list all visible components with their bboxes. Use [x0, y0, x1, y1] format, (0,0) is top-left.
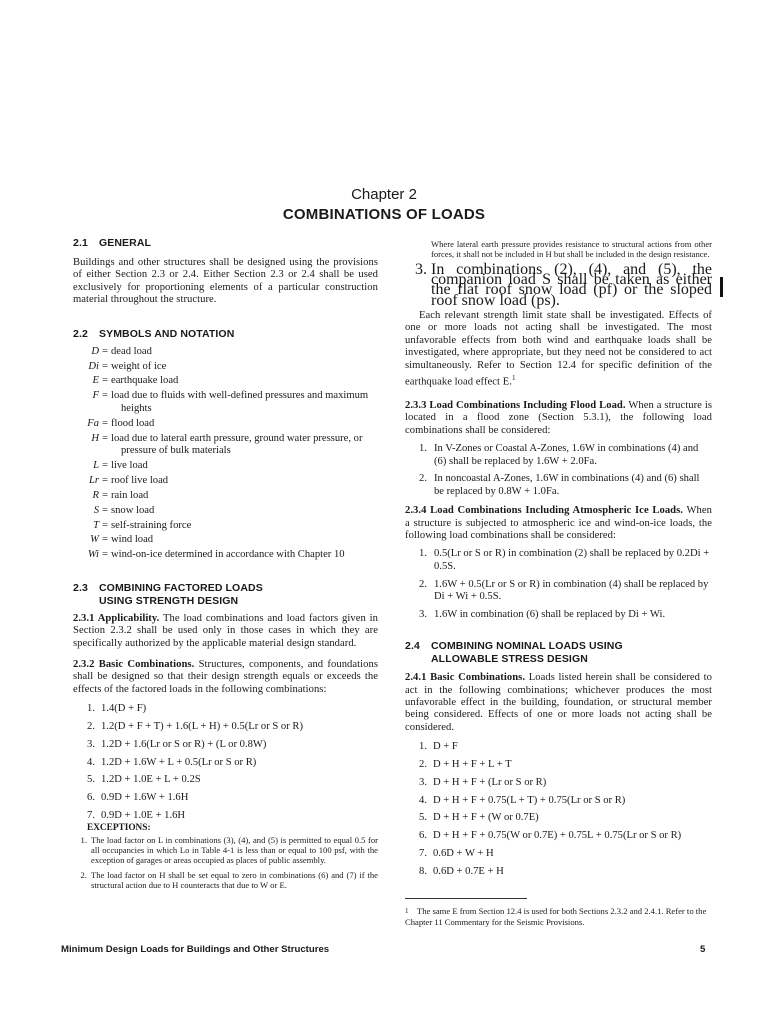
combination-number: 1. [87, 703, 95, 715]
chapter-title: COMBINATIONS OF LOADS [282, 206, 486, 223]
exception-3: 3. In combinations (2), (4), and (5), the companion load S shall be taken as either the flat roof snow load (pf) or the sloped roof snow load (ps). [415, 260, 712, 309]
equals-sign: = [102, 417, 108, 429]
symbol-definition: earthquake load [111, 375, 179, 387]
symbol: D [91, 345, 99, 357]
combination-expression: D + H + F + (Lr or S or R) [433, 776, 547, 788]
symbol-definition: snow load [111, 504, 155, 516]
symbol: T [93, 519, 99, 531]
item-number: 3. [419, 608, 427, 620]
combination-number: 3. [87, 738, 95, 750]
symbol-definition: dead load [111, 345, 152, 357]
numbered-item [405, 473, 712, 498]
combination-number: 4. [87, 756, 95, 768]
combination-number: 6. [419, 830, 427, 842]
combination-row [73, 792, 378, 805]
combination-expression: 1.4(D + F) [101, 703, 147, 715]
equals-sign: = [102, 519, 108, 531]
exception-2-continued: Where lateral earth pressure provides resistance to structural actions from other forces, it shall not be included in H but shall be included in the design resistance. [431, 239, 712, 260]
equals-sign: = [102, 489, 108, 501]
strength-combination-list [73, 703, 378, 822]
symbol-row [73, 418, 378, 431]
equals-sign: = [102, 345, 108, 357]
footnote-rule [405, 898, 527, 899]
exceptions-list [73, 835, 378, 890]
combination-row [73, 739, 378, 752]
revision-change-bar [720, 277, 723, 297]
symbol: S [93, 504, 99, 516]
limit-state-text: Each relevant strength limit state shall be investigated. Effects of one or more loads not acting shall be investigated. The most unfavorable effects from both wind and earthquake loads shall be investigated, where appropriate, but they need not be considered to act simultaneously. Refer to Section 12.4 for specific definition of the earthquake load effect E.$^1$ [405, 310, 712, 388]
combination-number: 5. [419, 812, 427, 824]
symbol-row [73, 520, 378, 533]
exception-text: The load factor on H shall be set equal to zero in combinations (6) and (7) if the structural action due to H counteracts that due to W or E. [91, 869, 378, 891]
combination-row [73, 703, 378, 716]
exception-row [73, 835, 378, 866]
item-number: 1. [419, 548, 427, 560]
section-2-3-heading: 2.3 COMBINING FACTORED LOADS USING STRENGTH DESIGN [73, 581, 263, 607]
section-2-3-1-text: 2.3.1 Applicability. The load combinations and load factors given in Section 2.3.2 shall be used only in those cases in which they are specifically authorized by the applicable material design standard. [73, 612, 378, 649]
equals-sign: = [102, 534, 108, 546]
exception-number: 2. [80, 869, 87, 880]
section-2-3-4-text: 2.3.4 Load Combinations Including Atmospheric Ice Loads. When a structure is subjected to atmospheric ice and wind-on-ice loads, the following load combinations shall be considered: [405, 505, 712, 542]
equals-sign: = [102, 504, 108, 516]
item-text: 1.6W in combination (6) shall be replaced by Di + Wi. [434, 608, 666, 620]
combination-row [73, 721, 378, 734]
left-column [73, 232, 378, 894]
symbol-row [73, 475, 378, 488]
combination-number: 4. [419, 794, 427, 806]
combination-expression: D + H + F + (W or 0.7E) [433, 812, 539, 824]
asd-combination-row [405, 830, 712, 843]
combination-expression: 1.2D + 1.0E + L + 0.2S [101, 774, 201, 786]
section-2-2-heading: 2.2 SYMBOLS AND NOTATION [73, 327, 235, 340]
exceptions-heading: EXCEPTIONS: [87, 822, 151, 833]
symbol: Wi [87, 549, 99, 561]
right-column [405, 232, 712, 884]
section-2-4-1-text: 2.4.1 Basic Combinations. Loads listed herein shall be considered to act in the following combinations; whichever produces the most unfavorable effect in the building, foundation, or structural member being considered. Effects of one or more loads not acting shall be considered. [405, 672, 713, 733]
symbol: F [92, 390, 99, 402]
symbol-row [73, 549, 378, 562]
combination-number: 7. [419, 848, 427, 860]
symbol-row [73, 390, 378, 415]
symbol-row [73, 375, 378, 388]
asd-combination-row [405, 866, 712, 879]
item-text: In V-Zones or Coastal A-Zones, 1.6W in combinations (4) and (6) shall be replaced by 1.6W + 2.0Fa. [434, 443, 699, 467]
symbol-definition: self-straining force [111, 519, 192, 531]
item-number: 2. [419, 578, 427, 590]
section-2-3-2-text: 2.3.2 Basic Combinations. Structures, components, and foundations shall be designed so that their design strength equals or exceeds the effects of the factored loads in the following combinations: [73, 659, 379, 695]
symbol-definition: load due to fluids with well-defined pressures and maximum heights [111, 390, 369, 414]
combination-number: 3. [419, 776, 427, 788]
page-number: 5 [700, 944, 706, 955]
combination-expression: 1.2D + 1.6W + L + 0.5(Lr or S or R) [101, 756, 257, 768]
combination-expression: D + H + F + 0.75(L + T) + 0.75(Lr or S or R) [433, 794, 626, 806]
equals-sign: = [102, 375, 108, 387]
symbol-row [73, 490, 378, 503]
symbol-row [73, 346, 378, 359]
symbol-definition: roof live load [111, 474, 169, 486]
symbol-list [73, 346, 378, 562]
combination-expression: 1.2D + 1.6(Lr or S or R) + (L or 0.8W) [101, 738, 267, 750]
ice-combination-list [405, 548, 712, 621]
asd-combination-row [405, 777, 712, 790]
symbol: Fa [87, 417, 99, 429]
combination-expression: D + H + F + L + T [433, 759, 512, 771]
combination-number: 6. [87, 792, 95, 804]
symbol-row [73, 361, 378, 374]
asd-combination-row [405, 795, 712, 808]
symbol: L [93, 459, 99, 471]
item-text: In noncoastal A-Zones, 1.6W in combinations (4) and (6) shall be replaced by 0.8W + 1.0Fa. [434, 473, 700, 497]
footer-title: Minimum Design Loads for Buildings and Other Structures [61, 944, 330, 955]
symbol: Lr [88, 474, 99, 486]
symbol-definition: weight of ice [111, 360, 167, 372]
section-2-1-heading: 2.1 GENERAL [73, 237, 152, 249]
equals-sign: = [102, 549, 108, 561]
equals-sign: = [102, 474, 108, 486]
symbol-definition: wind load [111, 534, 154, 546]
section-2-1-text: Buildings and other structures shall be designed using the provisions of either Section 2.3 or 2.4. Either Section 2.3 or 2.4 shall be used exclusively for proportioning elements of a particular construction material throughout the structure. [73, 257, 378, 306]
equals-sign: = [102, 432, 108, 444]
combination-expression: D + F [433, 741, 458, 753]
combination-expression: 1.2(D + F + T) + 1.6(L + H) + 0.5(Lr or S or R) [101, 721, 303, 733]
footnote: 1 The same E from Section 12.4 is used for both Sections 2.3.2 and 2.4.1. Refer to the Chapter 11 Commentary for the Seismic Provisions. [405, 906, 707, 927]
combination-expression: 0.6D + W + H [433, 848, 494, 860]
equals-sign: = [102, 390, 108, 402]
combination-number: 1. [419, 741, 427, 753]
exception-row [73, 870, 378, 891]
symbol-definition: flood load [111, 417, 155, 429]
combination-row [73, 810, 378, 823]
asd-combination-row [405, 812, 712, 825]
combination-number: 7. [87, 810, 95, 822]
symbol-definition: wind-on-ice determined in accordance with Chapter 10 [111, 549, 345, 561]
item-text: 0.5(Lr or S or R) in combination (2) shall be replaced by 0.2Di + 0.5S. [434, 548, 710, 572]
symbol-definition: load due to lateral earth pressure, ground water pressure, or pressure of bulk materials [111, 432, 363, 457]
item-text: 1.6W + 0.5(Lr or S or R) in combination (4) shall be replaced by Di + Wi + 0.5S. [434, 578, 709, 603]
numbered-item [405, 443, 712, 468]
chapter-label: Chapter 2 [351, 186, 417, 203]
symbol-definition: rain load [111, 489, 149, 501]
section-2-3-3-text: 2.3.3 Load Combinations Including Flood Load. When a structure is located in a flood zone (Section 5.3.1), the following load combinations shall be considered: [405, 399, 712, 436]
item-number: 2. [419, 473, 427, 485]
asd-combination-row [405, 848, 712, 861]
symbol: H [91, 432, 99, 444]
combination-row [73, 774, 378, 787]
symbol-definition: live load [111, 459, 148, 471]
combination-number: 5. [87, 774, 95, 786]
exception-text: The load factor on L in combinations (3), (4), and (5) is permitted to equal 0.5 for all occupancies in which Lo in Table 4-1 is less than or equal to 100 psf, with the exception of garages or areas occupied as places of public assembly. [91, 834, 378, 866]
combination-expression: D + H + F + 0.75(W or 0.7E) + 0.75L + 0.75(Lr or S or R) [433, 830, 682, 842]
symbol: Di [88, 360, 99, 372]
numbered-item [405, 548, 712, 573]
flood-combination-list [405, 443, 712, 498]
combination-number: 8. [419, 865, 427, 877]
asd-combination-row [405, 741, 712, 754]
equals-sign: = [102, 459, 108, 471]
exception-number: 1. [80, 834, 87, 845]
combination-expression: 0.9D + 1.0E + 1.6H [101, 810, 186, 822]
symbol-row [73, 505, 378, 518]
section-2-4-heading: 2.4 COMBINING NOMINAL LOADS USING ALLOWABLE STRESS DESIGN [405, 640, 623, 666]
combination-row [73, 757, 378, 770]
symbol: E [92, 375, 99, 387]
combination-number: 2. [419, 759, 427, 771]
symbol-row [73, 534, 378, 547]
combination-expression: 0.9D + 1.6W + 1.6H [101, 792, 189, 804]
symbol-row [73, 460, 378, 473]
numbered-item [405, 579, 712, 604]
asd-combination-list [405, 741, 712, 878]
symbol: W [90, 534, 99, 546]
combination-number: 2. [87, 721, 95, 733]
numbered-item [405, 609, 712, 621]
item-number: 1. [419, 443, 427, 455]
symbol-row [73, 433, 378, 458]
symbol: R [92, 489, 99, 501]
asd-combination-row [405, 759, 712, 772]
equals-sign: = [102, 360, 108, 372]
combination-expression: 0.6D + 0.7E + H [433, 865, 504, 877]
